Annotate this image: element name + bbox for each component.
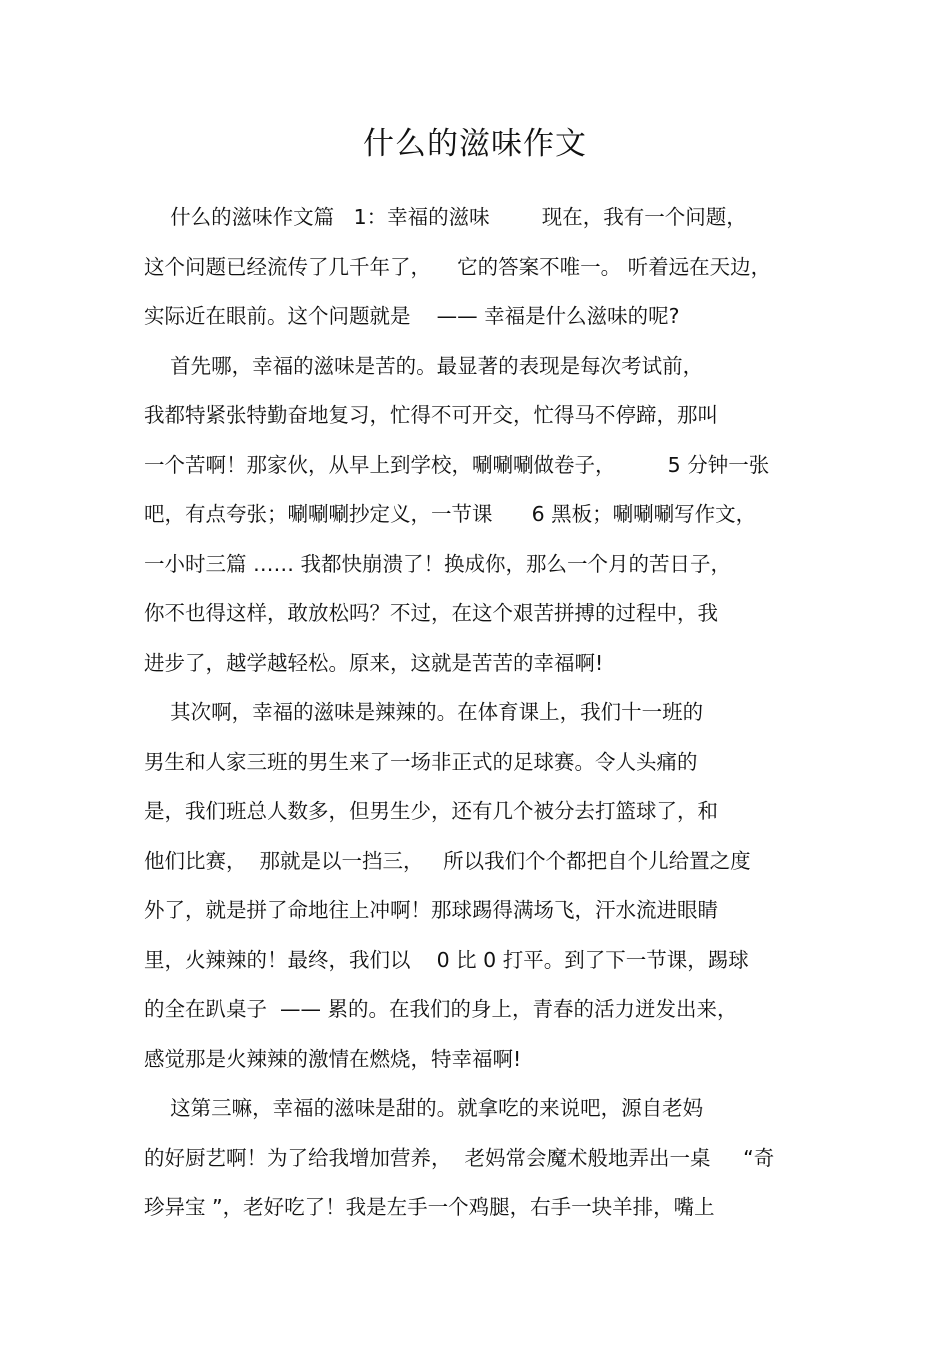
text-line: 你不也得这样，敢放松吗？不过，在这个艰苦拼搏的过程中，我: [144, 601, 718, 625]
text-line: 实际近在眼前。这个问题就是 —— 幸福是什么滋味的呢?: [144, 304, 680, 328]
text-line: 的全在趴桌子 —— 累的。在我们的身上，青春的活力迸发出来，: [144, 997, 738, 1021]
text-line: 男生和人家三班的男生来了一场非正式的足球赛。令人头痛的: [144, 749, 698, 774]
text-line: 这第三嘛，幸福的滋味是甜的。就拿吃的来说吧，源自老妈: [144, 1096, 704, 1120]
text-line: 进步了，越学越轻松。原来，这就是苦苦的幸福啊!: [144, 650, 604, 675]
text-line: 我都特紧张特勤奋地复习，忙得不可开交，忙得马不停蹄，那叫: [144, 403, 718, 427]
document-title: 什么的滋味作文: [363, 126, 587, 162]
text-line: 里，火辣辣的！最终，我们以 0 比 0 打平。到了下一节课，踢球: [144, 947, 749, 972]
text-line: 他们比赛， 那就是以一挡三， 所以我们个个都把自个儿给置之度: [144, 848, 751, 873]
text-line: 吧，有点夸张；唰唰唰抄定义，一节课 6 黑板；唰唰唰写作文，: [144, 502, 757, 526]
text-line: 首先哪，幸福的滋味是苦的。最显著的表现是每次考试前，: [144, 353, 704, 378]
text-line: 珍异宝 ”，老好吃了！我是左手一个鸡腿，右手一块羊排，嘴上: [144, 1195, 715, 1219]
text-line: 感觉那是火辣辣的激情在燃烧，特幸福啊!: [144, 1046, 522, 1071]
text-line: 其次啊，幸福的滋味是辣辣的。在体育课上，我们十一班的: [144, 700, 704, 724]
text-line: 一小时三篇 …… 我都快崩溃了！换成你，那么一个月的苦日子，: [144, 551, 732, 576]
text-line: 这个问题已经流传了几千年了， 它的答案不唯一。 听着远在天边，: [144, 254, 772, 279]
text-line: 一个苦啊！那家伙，从早上到学校，唰唰唰做卷子， 5 分钟一张: [144, 452, 770, 477]
text-line: 是，我们班总人数多，但男生少，还有几个被分去打篮球了，和: [144, 799, 718, 823]
text-line: 的好厨艺啊！为了给我增加营养， 老妈常会魔术般地弄出一桌 “奇: [144, 1145, 775, 1170]
document-body: [144, 193, 814, 1233]
text-line: 外了，就是拼了命地往上冲啊！那球踢得满场飞，汗水流进眼睛: [144, 898, 718, 922]
text-line: 什么的滋味作文篇 1：幸福的滋味 现在，我有一个问题，: [144, 205, 747, 229]
